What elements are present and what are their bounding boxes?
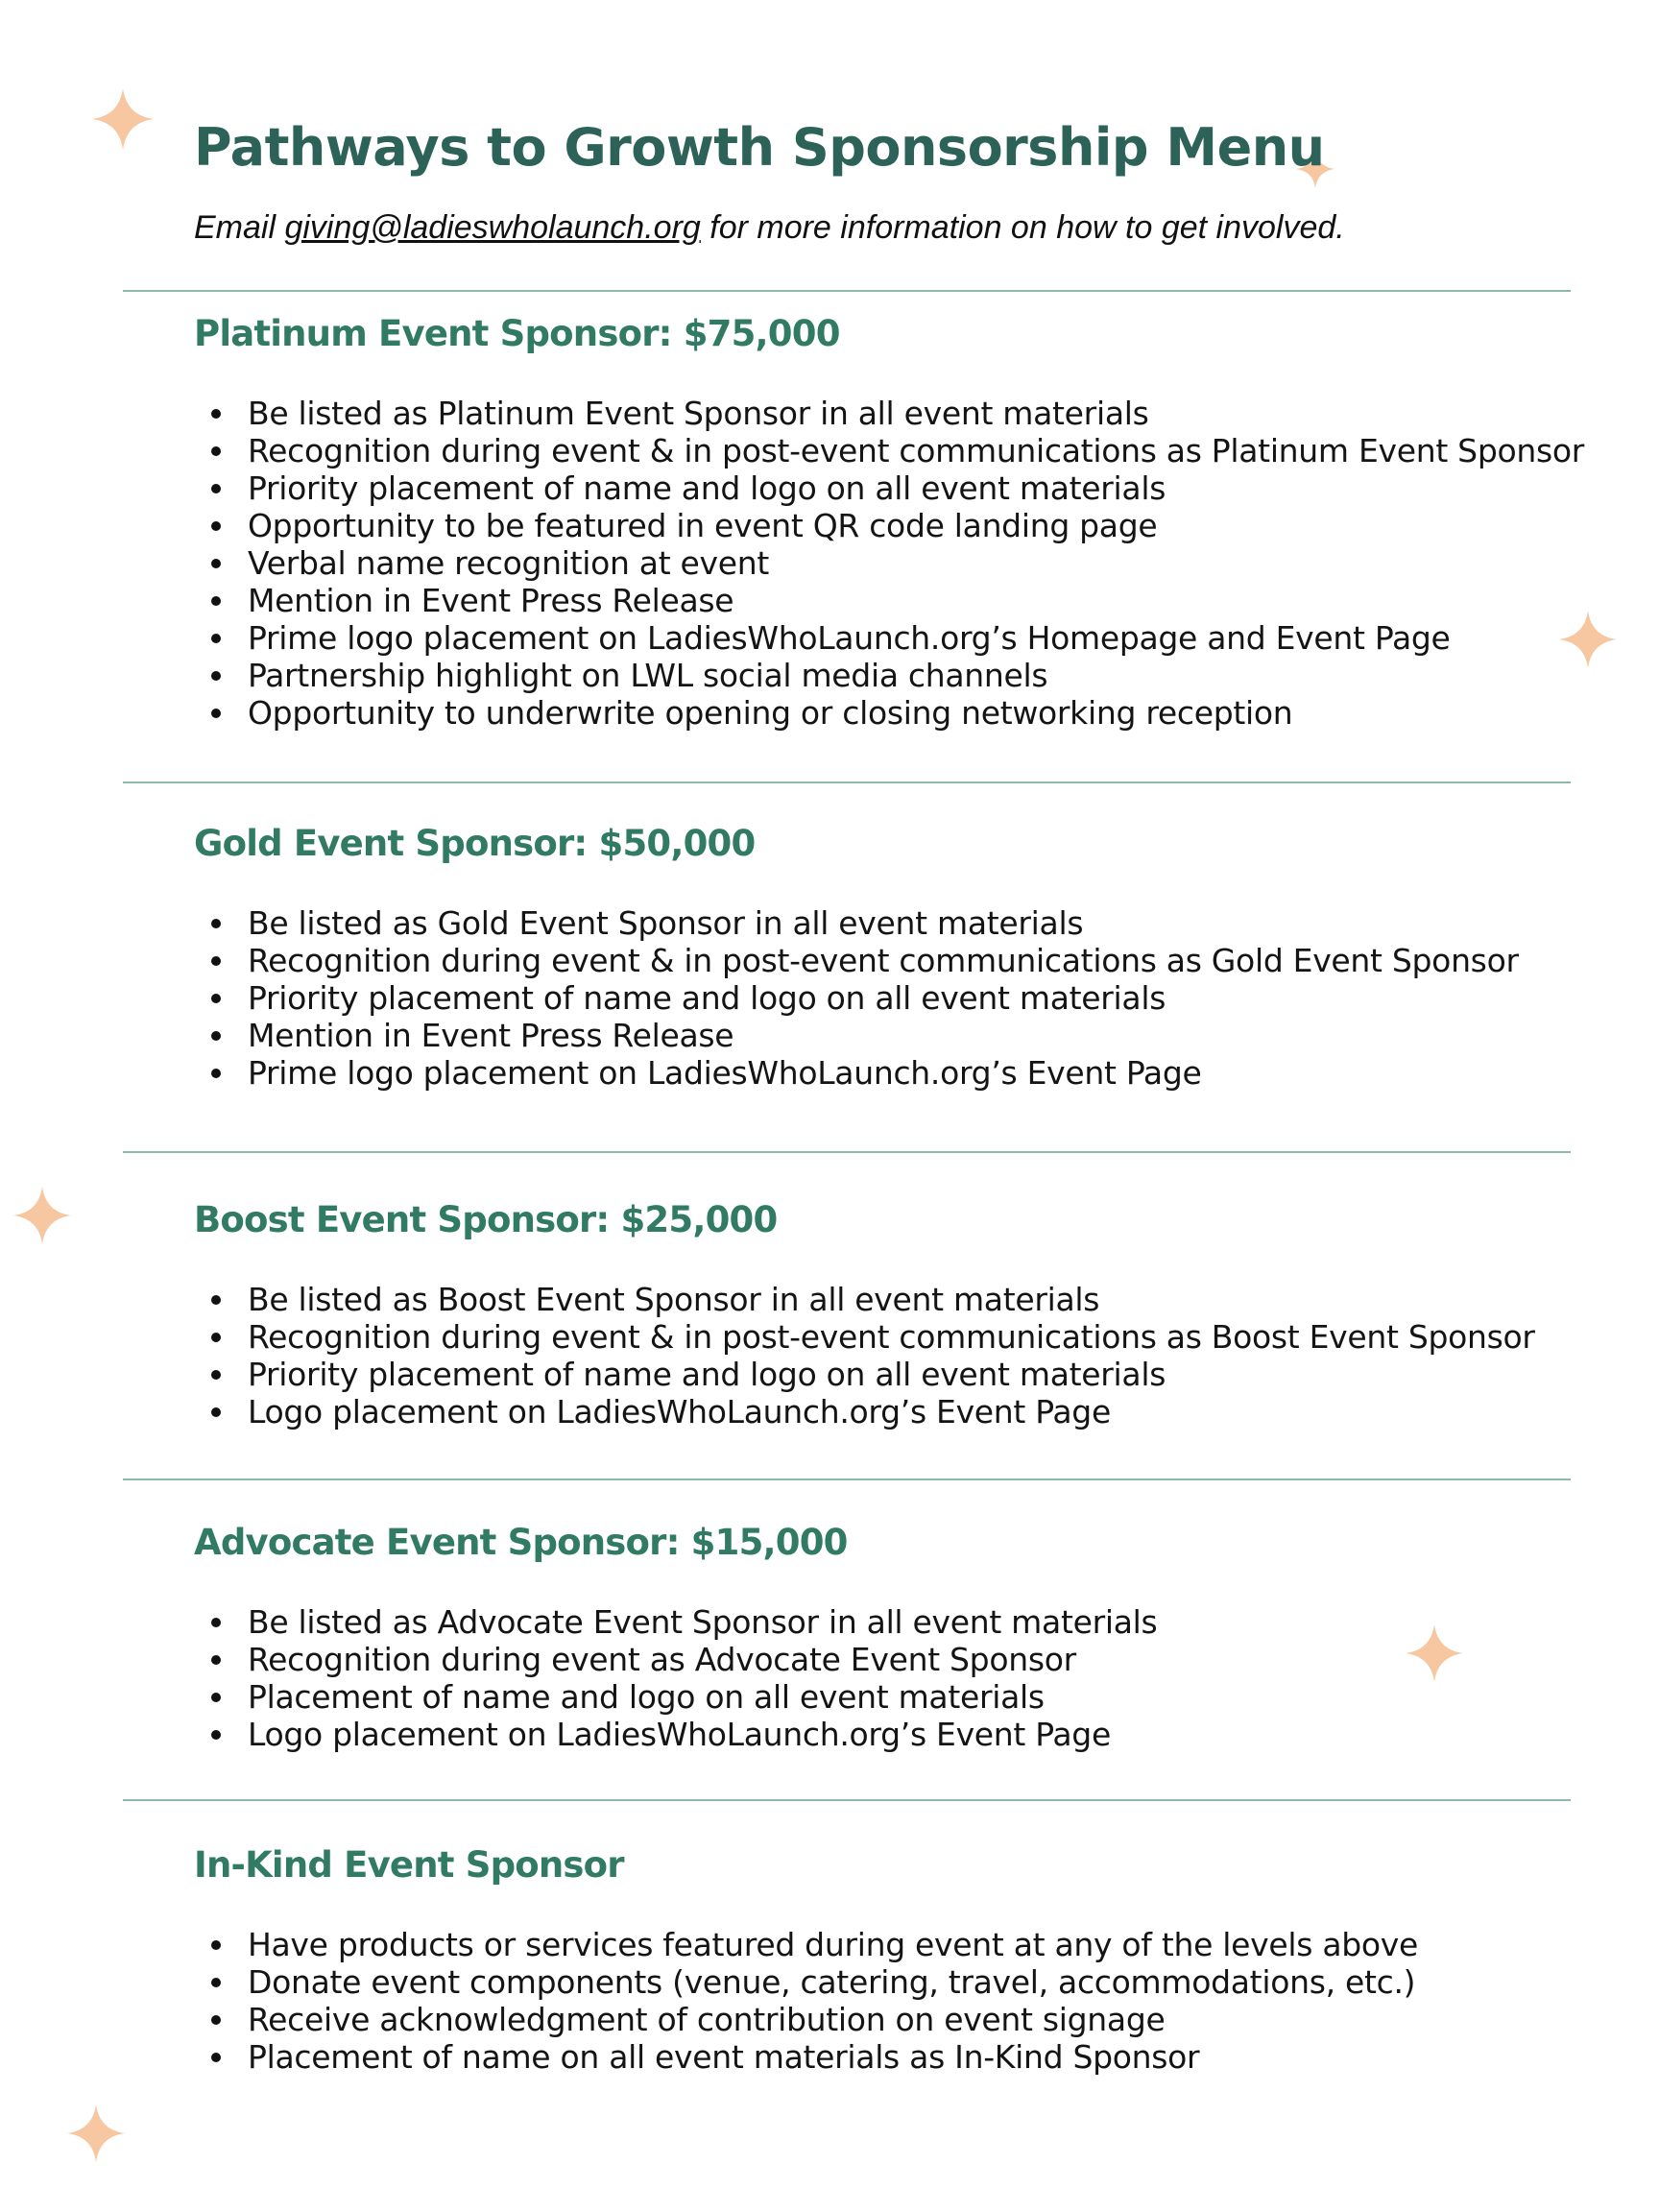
tier-heading: In-Kind Event Sponsor	[194, 1844, 624, 1886]
bullet-icon	[211, 1069, 221, 1078]
benefit-text: Recognition during event & in post-event communications as Platinum Event Sponsor	[248, 432, 1585, 469]
list-item	[194, 1926, 1418, 1963]
section-divider	[123, 1799, 1571, 1801]
list-item	[194, 942, 1519, 979]
benefit-list	[194, 1281, 1535, 1431]
contact-line	[194, 209, 1345, 247]
benefit-text: Donate event components (venue, catering, travel, accommodations, etc.)	[248, 1963, 1416, 2001]
benefit-text: Verbal name recognition at event	[248, 544, 770, 582]
benefit-text: Recognition during event & in post-event communications as Gold Event Sponsor	[248, 942, 1519, 979]
section-divider	[123, 1479, 1571, 1480]
contact-suffix: for more information on how to get involved.	[700, 209, 1345, 246]
sparkle-icon	[13, 1187, 71, 1244]
tier-heading: Gold Event Sponsor: $50,000	[194, 823, 756, 864]
bullet-icon	[211, 446, 221, 456]
benefit-text: Prime logo placement on LadiesWhoLaunch.org’s Event Page	[248, 1054, 1202, 1092]
list-item	[194, 694, 1584, 732]
list-item	[194, 1641, 1157, 1678]
email-link[interactable]: giving@ladieswholaunch.org	[284, 209, 701, 246]
list-item	[194, 1716, 1157, 1753]
list-item	[194, 432, 1584, 469]
benefit-text: Priority placement of name and logo on all event materials	[248, 469, 1166, 507]
bullet-icon	[211, 1693, 221, 1702]
bullet-icon	[211, 1295, 221, 1305]
list-item	[194, 1054, 1519, 1092]
bullet-icon	[211, 1618, 221, 1627]
bullet-icon	[211, 709, 221, 718]
list-item	[194, 979, 1519, 1017]
bullet-icon	[211, 559, 221, 568]
section-divider	[123, 1151, 1571, 1153]
tier-heading: Advocate Event Sponsor: $15,000	[194, 1522, 848, 1563]
bullet-icon	[211, 2015, 221, 2025]
sparkle-icon	[1406, 1624, 1463, 1682]
list-item	[194, 2038, 1418, 2076]
benefit-text: Mention in Event Press Release	[248, 1017, 734, 1054]
benefit-text: Partnership highlight on LWL social media channels	[248, 657, 1048, 694]
list-item	[194, 619, 1584, 657]
list-item	[194, 507, 1584, 544]
list-item	[194, 1393, 1535, 1431]
bullet-icon	[211, 596, 221, 606]
benefit-text: Recognition during event & in post-event communications as Boost Event Sponsor	[248, 1318, 1535, 1356]
benefit-text: Mention in Event Press Release	[248, 582, 734, 619]
section-divider	[123, 290, 1571, 292]
benefit-text: Prime logo placement on LadiesWhoLaunch.org’s Homepage and Event Page	[248, 619, 1451, 657]
bullet-icon	[211, 1333, 221, 1342]
benefit-text: Receive acknowledgment of contribution on event signage	[248, 2001, 1166, 2038]
benefit-text: Opportunity to be featured in event QR code landing page	[248, 507, 1158, 544]
list-item	[194, 1281, 1535, 1318]
contact-prefix: Email	[194, 209, 285, 246]
list-item	[194, 582, 1584, 619]
bullet-icon	[211, 1370, 221, 1380]
benefit-text: Opportunity to underwrite opening or closing networking reception	[248, 694, 1293, 732]
tier-boost	[194, 1199, 1535, 1431]
benefit-text: Be listed as Gold Event Sponsor in all event materials	[248, 904, 1084, 942]
bullet-icon	[211, 521, 221, 531]
benefit-text: Priority placement of name and logo on all event materials	[248, 1356, 1166, 1393]
bullet-icon	[211, 1407, 221, 1417]
list-item	[194, 657, 1584, 694]
bullet-icon	[211, 994, 221, 1003]
bullet-icon	[211, 634, 221, 643]
benefit-text: Be listed as Boost Event Sponsor in all event materials	[248, 1281, 1100, 1318]
benefit-text: Be listed as Platinum Event Sponsor in all event materials	[248, 395, 1149, 432]
list-item	[194, 904, 1519, 942]
bullet-icon	[211, 671, 221, 681]
list-item	[194, 469, 1584, 507]
bullet-icon	[211, 956, 221, 966]
benefit-list	[194, 904, 1519, 1092]
benefit-text: Placement of name and logo on all event materials	[248, 1678, 1045, 1716]
benefit-text: Logo placement on LadiesWhoLaunch.org’s Event Page	[248, 1716, 1111, 1753]
tier-heading: Boost Event Sponsor: $25,000	[194, 1199, 778, 1240]
list-item	[194, 1963, 1418, 2001]
benefit-list	[194, 1603, 1157, 1753]
bullet-icon	[211, 1730, 221, 1740]
tier-heading: Platinum Event Sponsor: $75,000	[194, 313, 840, 354]
benefit-text: Logo placement on LadiesWhoLaunch.org’s Event Page	[248, 1393, 1111, 1431]
bullet-icon	[211, 1031, 221, 1041]
benefit-list	[194, 1926, 1418, 2076]
benefit-list	[194, 395, 1584, 732]
list-item	[194, 395, 1584, 432]
benefit-text: Recognition during event as Advocate Event Sponsor	[248, 1641, 1076, 1678]
bullet-icon	[211, 1940, 221, 1950]
list-item	[194, 1603, 1157, 1641]
tier-advocate	[194, 1522, 1157, 1753]
list-item	[194, 1017, 1519, 1054]
tier-gold	[194, 823, 1519, 1092]
list-item	[194, 1318, 1535, 1356]
bullet-icon	[211, 1978, 221, 1987]
section-divider	[123, 781, 1571, 783]
sparkle-icon	[92, 88, 154, 150]
benefit-text: Placement of name on all event materials as In-Kind Sponsor	[248, 2038, 1200, 2076]
bullet-icon	[211, 919, 221, 928]
page-title: Pathways to Growth Sponsorship Menu	[194, 117, 1325, 178]
benefit-text: Priority placement of name and logo on all event materials	[248, 979, 1166, 1017]
tier-in-kind	[194, 1844, 1418, 2076]
list-item	[194, 544, 1584, 582]
bullet-icon	[211, 484, 221, 493]
list-item	[194, 2001, 1418, 2038]
bullet-icon	[211, 2053, 221, 2062]
benefit-text: Be listed as Advocate Event Sponsor in all event materials	[248, 1603, 1158, 1641]
sparkle-icon	[67, 2104, 125, 2162]
tier-platinum	[194, 313, 1584, 732]
list-item	[194, 1356, 1535, 1393]
benefit-text: Have products or services featured during event at any of the levels above	[248, 1926, 1419, 1963]
bullet-icon	[211, 409, 221, 419]
list-item	[194, 1678, 1157, 1716]
bullet-icon	[211, 1655, 221, 1665]
